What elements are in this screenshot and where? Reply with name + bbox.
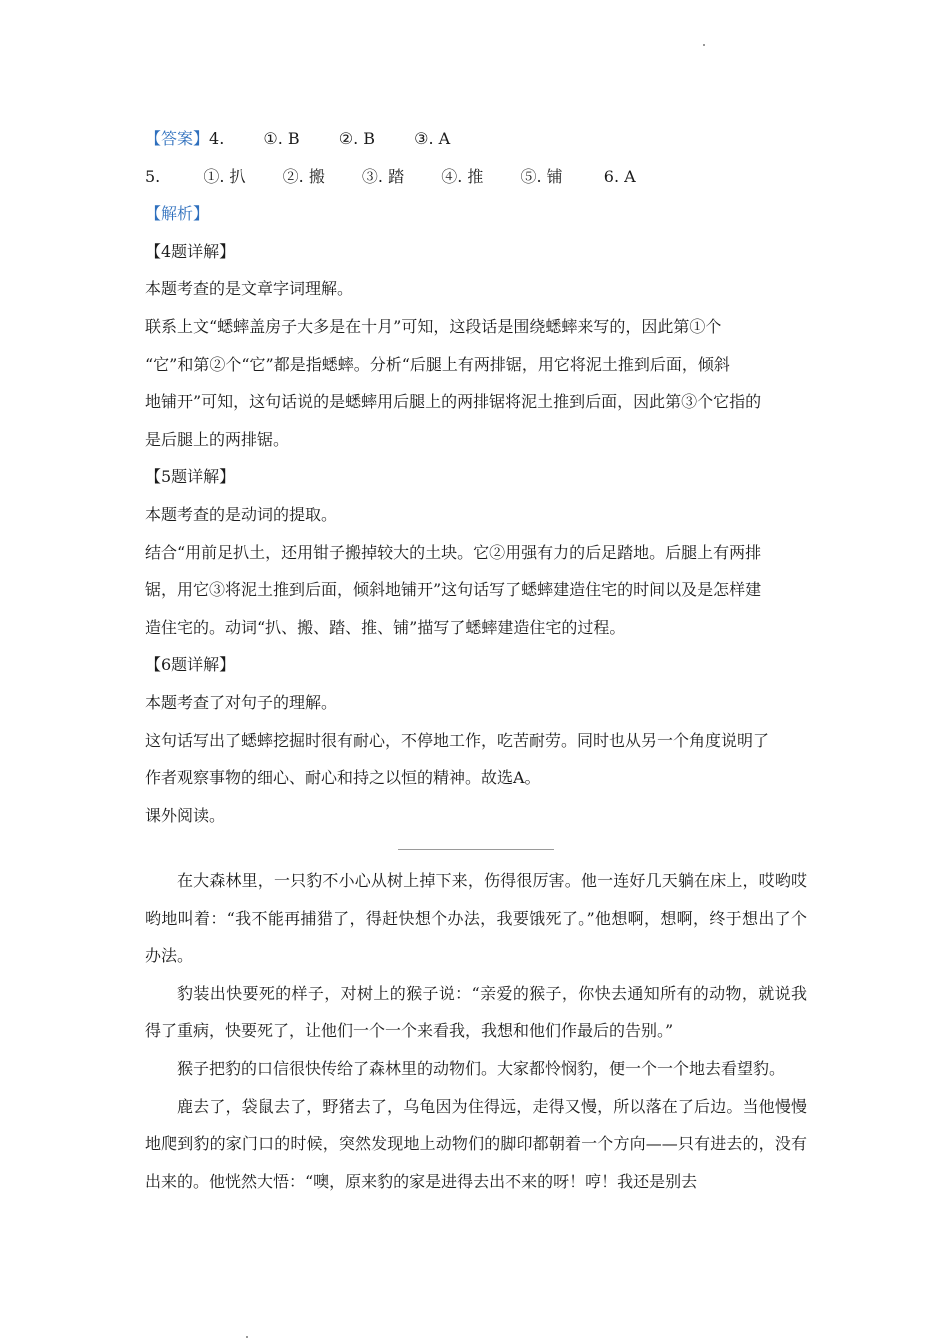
q6-detail-line: 本题考查了对句子的理解。	[145, 692, 338, 712]
answer-tag: 【答案】	[145, 129, 210, 148]
story-paragraph: 猴子把豹的口信很快传给了森林里的动物们。大家都怜悯豹，便一个一个地去看望豹。	[177, 1058, 786, 1078]
q4-detail-header: 【4题详解】	[145, 241, 236, 261]
q4-option: ①. B	[263, 129, 300, 148]
q5-option: ⑤. 铺	[520, 166, 563, 186]
scan-dot-bottom	[246, 1336, 248, 1338]
analysis-tag-line	[145, 195, 810, 233]
q6-detail-header: 【6题详解】	[145, 655, 236, 675]
q4-detail-line: 联系上文“蟋蟀盖房子大多是在十月”可知，这段话是围绕蟋蟀来写的，因此第①个	[145, 316, 722, 336]
q5-detail-line: 锯，用它③将泥土推到后面，倾斜地铺开”这句话写了蟋蟀建造住宅的时间以及是怎样建	[145, 580, 762, 600]
q6-detail-line: 作者观察事物的细心、耐心和持之以恒的精神。故选A。	[145, 768, 541, 788]
q5-number: 5.	[145, 166, 161, 186]
answer-line-q5	[145, 158, 810, 196]
q4-detail-line: 是后腿上的两排锯。	[145, 429, 290, 449]
scan-dot-top	[703, 44, 705, 46]
story-passage	[145, 862, 807, 1200]
q4-detail-line: 本题考查的是文章字词理解。	[145, 279, 354, 299]
q5-option: ④. 推	[441, 166, 484, 186]
extracurricular-reading-label: 课外阅读。	[145, 805, 226, 825]
q4-number: 4.	[209, 129, 225, 148]
q5-detail-line: 结合“用前足扒土，还用钳子搬掉较大的土块。它②用强有力的后足踏地。后腿上有两排	[145, 542, 762, 562]
q5-option: ③. 踏	[361, 166, 405, 186]
q5-option: ①. 扒	[203, 166, 246, 186]
q5-detail-line: 本题考查的是动词的提取。	[145, 504, 338, 524]
q5-detail-header: 【5题详解】	[145, 467, 236, 487]
story-paragraph: 鹿去了，袋鼠去了，野猪去了，乌龟因为住得远，走得又慢，所以落在了后边。当他慢慢地爬到豹的家门口的时候，突然发现地上动物们的脚印都朝着一个方向——只有进去的，没有出来的。他恍然大悟：“噢，原来豹的家是进得去出不来的呀！哼！我还是别去	[145, 1096, 807, 1191]
analysis-tag: 【解析】	[145, 204, 210, 224]
q4-option: ③. A	[414, 129, 451, 148]
q5-option: ②. 搬	[282, 166, 325, 186]
q5-detail-line: 造住宅的。动词“扒、搬、踏、推、铺”描写了蟋蟀建造住宅的过程。	[145, 617, 626, 637]
q6-answer: 6. A	[603, 166, 636, 186]
q4-detail-line: “它”和第②个“它”都是指蟋蟀。分析“后腿上有两排锯，用它将泥土推到后面，倾斜	[145, 354, 730, 374]
q4-detail-line: 地铺开”可知，这句话说的是蟋蟀用后腿上的两排锯将泥土推到后面，因此第③个它指的	[145, 392, 762, 412]
q4-option: ②. B	[338, 129, 376, 148]
answer-line-q4	[145, 120, 810, 158]
story-paragraph: 在大森林里，一只豹不小心从树上掉下来，伤得很厉害。他一连好几天躺在床上，哎哟哎哟地叫着：“我不能再捕猎了，得赶快想个办法，我要饿死了。”他想啊，想啊，终于想出了个办法。	[145, 871, 807, 966]
story-paragraph: 豹装出快要死的样子，对树上的猴子说：“亲爱的猴子，你快去通知所有的动物，就说我得了重病，快要死了，让他们一个一个来看我，我想和他们作最后的告别。”	[145, 983, 807, 1041]
q6-detail-line: 这句话写出了蟋蟀挖掘时很有耐心，不停地工作，吃苦耐劳。同时也从另一个角度说明了	[145, 730, 770, 750]
answer-analysis-section	[145, 120, 810, 834]
section-divider	[398, 849, 554, 850]
